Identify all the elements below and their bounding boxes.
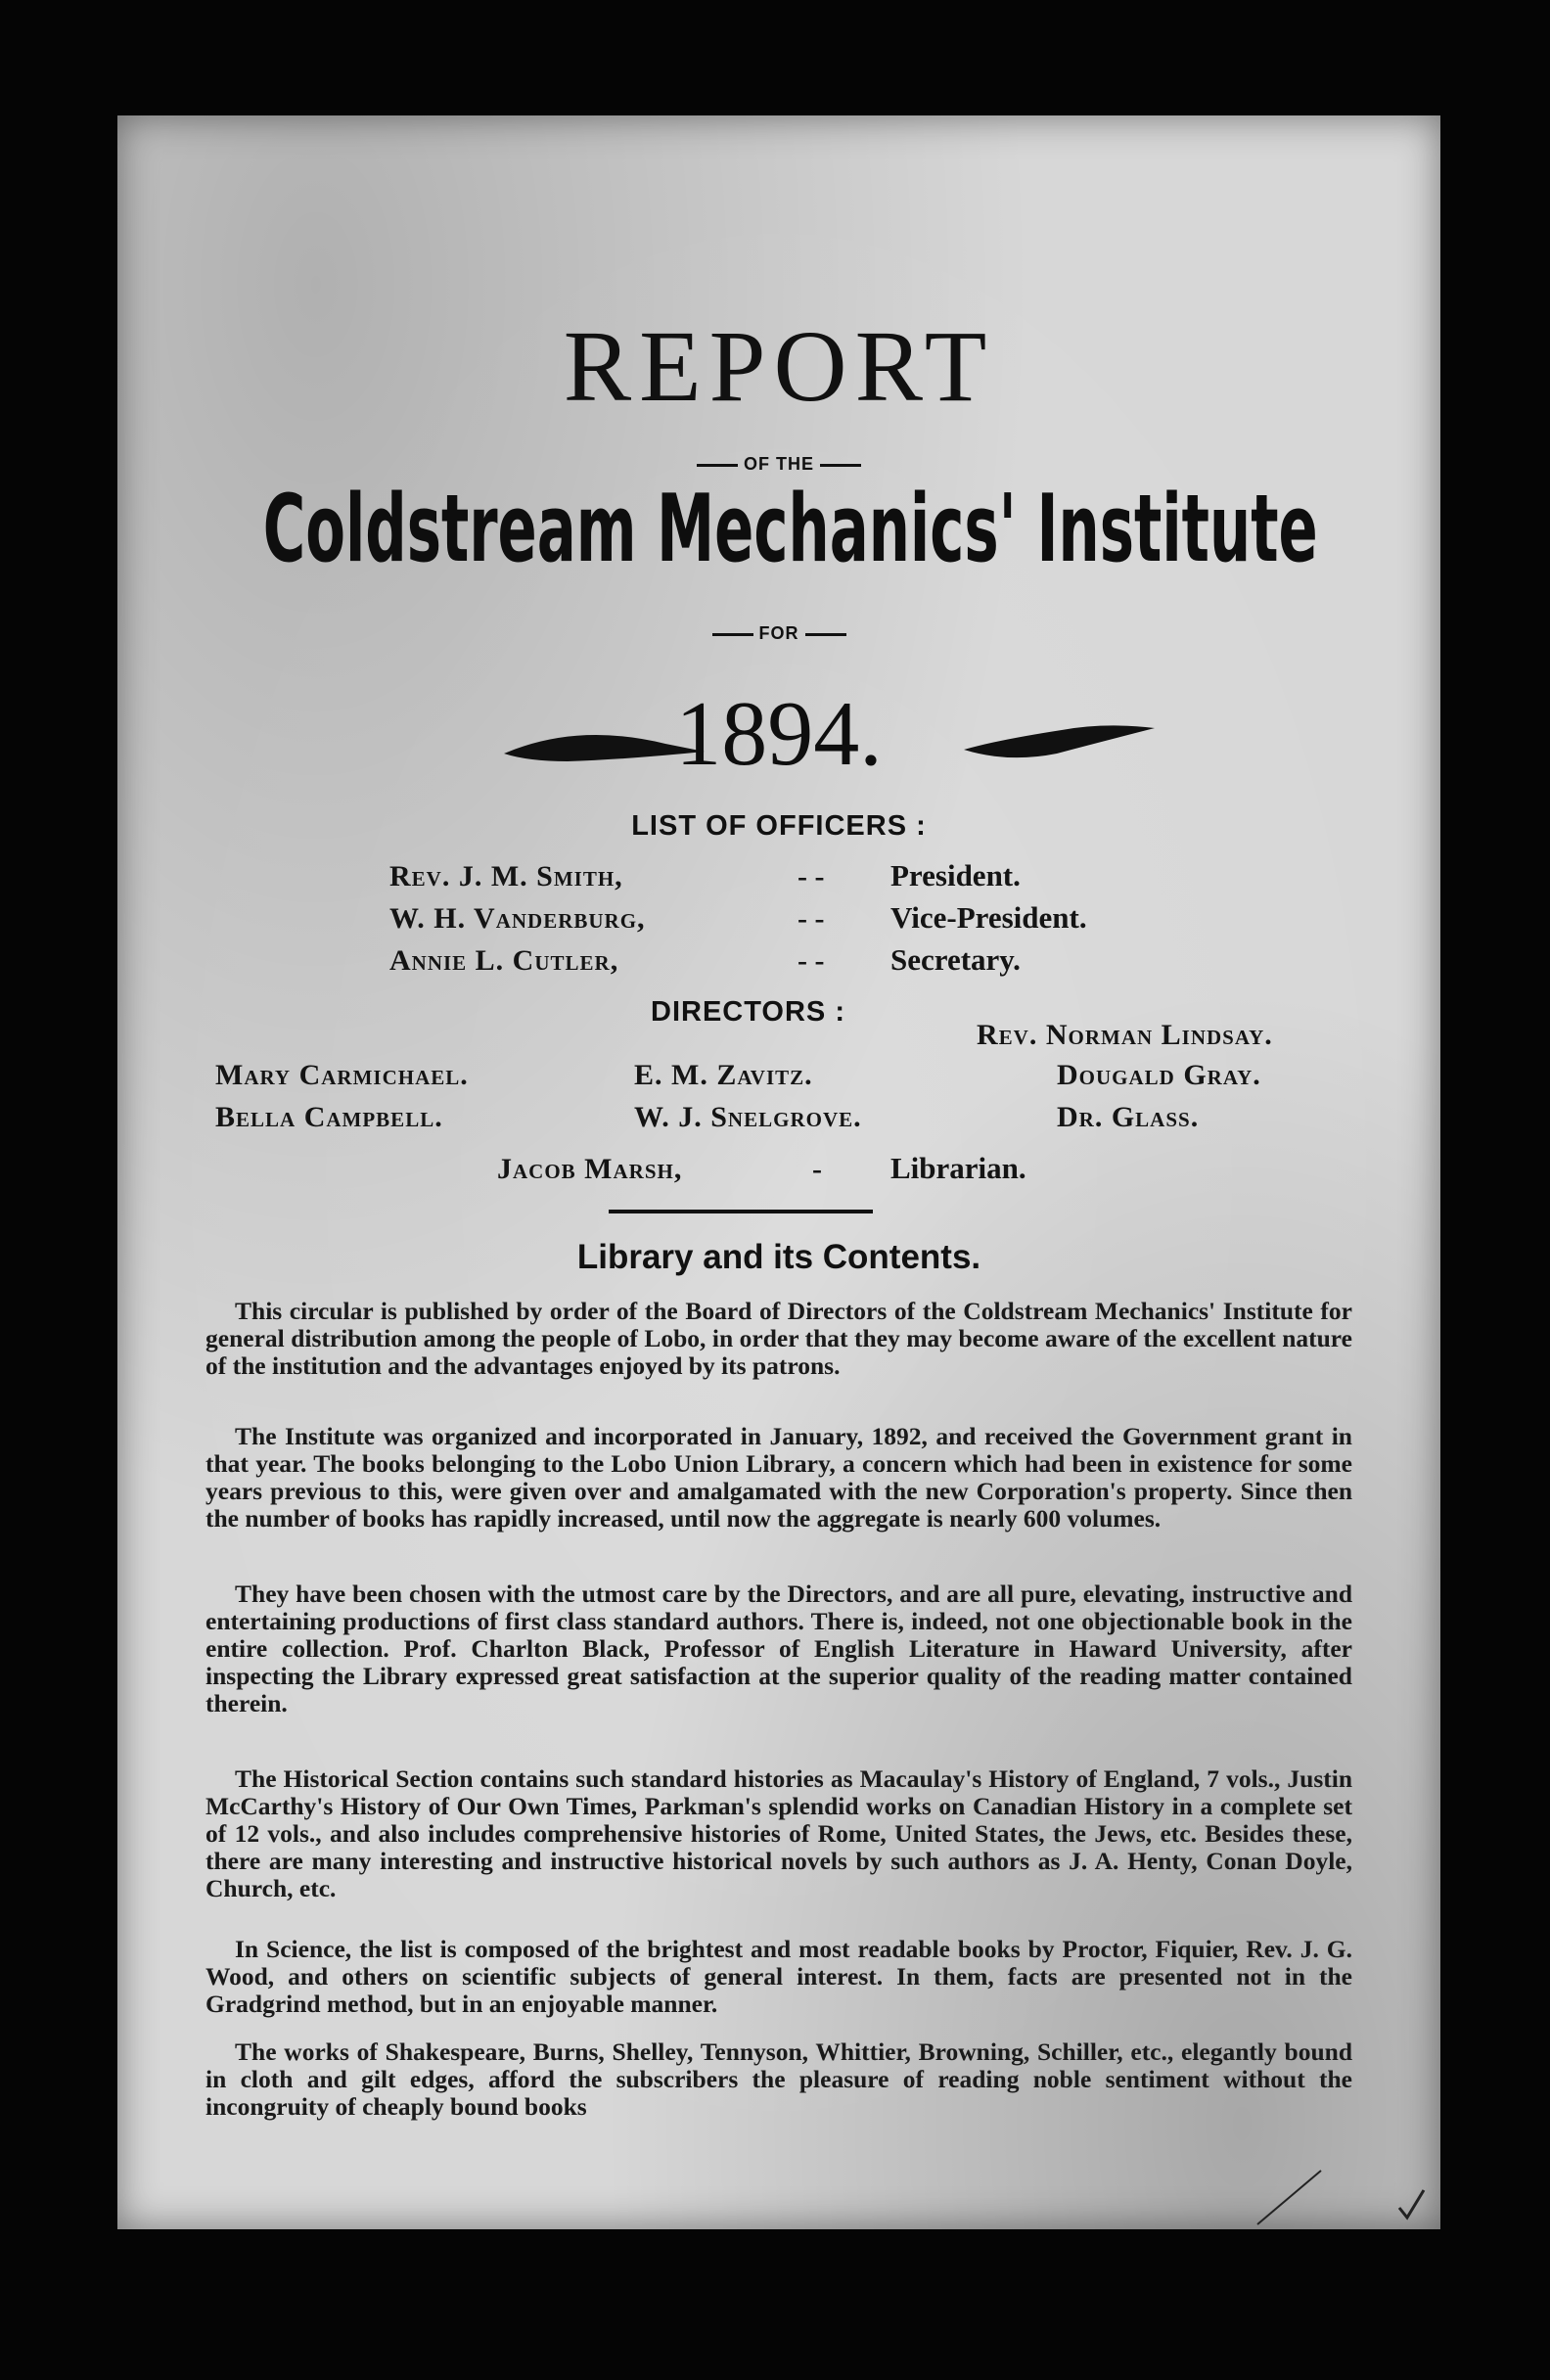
paragraph-text: This circular is published by order of the Board of Directors of the Coldstream Mechanics' Institute for general distribution among the people of Lobo, in order that they may become aware of the excellent nature of the institution and the advantages enjoyed by its patrons. [205, 1297, 1352, 1380]
officer-role: President. [890, 858, 1021, 892]
directors-heading: DIRECTORS : [651, 996, 845, 1028]
paragraph-text: The works of Shakespeare, Burns, Shelley, Tennyson, Whittier, Browning, Schiller, etc., elegantly bound in cloth and gilt edges, afford the subscribers the pleasure of reading noble sentiment without the incongruity of cheaply bound books [205, 2037, 1352, 2121]
paragraph-text: The Institute was organized and incorporated in January, 1892, and received the Government grant in that year. The books belonging to the Lobo Union Library, a concern which had been in existence for some years previous to this, were given over and amalgamated with the new Corporation's property. Since then the number of books has rapidly increased, until now the aggregate is nearly 600 volumes. [205, 1422, 1352, 1533]
officer-name: W. H. Vanderburg, [389, 902, 646, 935]
paragraph [205, 1580, 1352, 1717]
rule-right [820, 464, 861, 467]
officer-name: Rev. J. M. Smith, [389, 860, 623, 892]
director-name: Dr. Glass. [1057, 1101, 1200, 1133]
pencil-checkmark [1253, 2151, 1438, 2229]
paragraph-text: The Historical Section contains such standard histories as Macaulay's History of England, 7 vols., Justin McCarthy's History of Our Own Times, Parkman's splendid works on Canadian History in a complete set of 12 vols., and also includes comprehensive histories of Rome, United States, the Jews, etc. Besides these, there are many interesting and instructive historical novels by such authors as J. A. Henty, Conan Doyle, Church, etc. [205, 1764, 1352, 1902]
rule-right [805, 633, 846, 636]
librarian-name: Jacob Marsh, [497, 1153, 683, 1185]
director-name: Dougald Gray. [1057, 1059, 1261, 1091]
institute-name: Coldstream Mechanics' Institute [262, 474, 1318, 583]
rule-left [697, 464, 738, 467]
of-the-text: OF THE [744, 454, 814, 474]
officer-role: Secretary. [890, 942, 1021, 977]
section-divider [609, 1210, 873, 1213]
officer-role: Vice-President. [890, 900, 1087, 935]
officer-dashes: - - [798, 944, 825, 977]
officer-dashes: - - [798, 860, 825, 892]
for-line [117, 624, 1440, 642]
report-title: REPORT [563, 310, 995, 423]
paragraph [205, 1765, 1352, 1902]
librarian-dash: - [812, 1153, 822, 1185]
rule-left [712, 633, 753, 636]
director-name: Rev. Norman Lindsay. [977, 1019, 1273, 1051]
director-name: Bella Campbell. [215, 1101, 443, 1133]
for-text: FOR [758, 623, 799, 643]
of-the-line [117, 455, 1440, 473]
director-name: Mary Carmichael. [215, 1059, 469, 1091]
director-name: W. J. Snelgrove. [634, 1101, 862, 1133]
paragraph-text: In Science, the list is composed of the brightest and most readable books by Proctor, Fiquier, Rev. J. G. Wood, and others on scientific subjects of general interest. In them, facts are presented not in the Gradgrind method, but in an enjoyable manner. [205, 1935, 1352, 2018]
officer-name: Annie L. Cutler, [389, 944, 619, 977]
paragraph [205, 2038, 1352, 2121]
report-year: 1894. [675, 683, 883, 785]
paragraph [205, 1936, 1352, 2018]
document-page [117, 115, 1440, 2229]
librarian-role: Librarian. [890, 1151, 1026, 1185]
officer-dashes: - - [798, 902, 825, 935]
paragraph [205, 1298, 1352, 1380]
paragraph-text: They have been chosen with the utmost care by the Directors, and are all pure, elevating, instructive and entertaining productions of first class standard authors. There is, indeed, not one objectionable book in the entire collection. Prof. Charlton Black, Professor of English Literature in Haward University, after inspecting the Library expressed great satisfaction at the superior quality of the reading matter contained therein. [205, 1579, 1352, 1717]
officers-heading: LIST OF OFFICERS : [631, 810, 927, 842]
section-heading: Library and its Contents. [576, 1238, 981, 1276]
paragraph [205, 1423, 1352, 1533]
director-name: E. M. Zavitz. [634, 1059, 813, 1091]
